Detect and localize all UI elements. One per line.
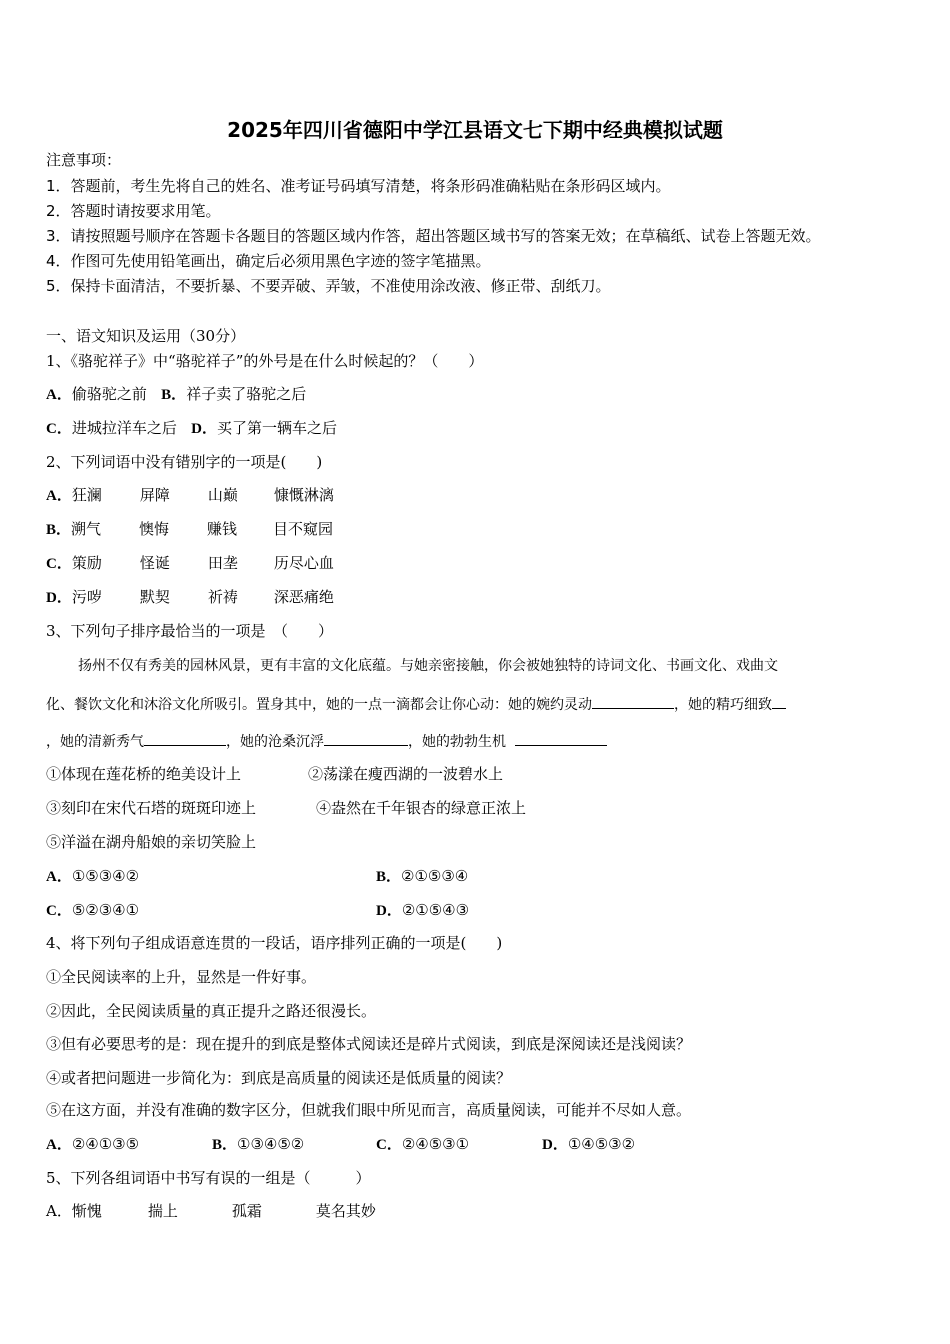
- notice-item: 5．保持卡面清洁，不要折暴、不要弄破、弄皱，不准使用涂改液、修正带、刮纸刀。: [46, 277, 611, 295]
- question-4-options-row: [46, 1134, 635, 1155]
- word: 历尽心血: [273, 554, 334, 572]
- option-b[interactable]: [212, 1134, 376, 1155]
- blank: [592, 694, 674, 709]
- word: 狂澜: [71, 486, 102, 504]
- sentence-row: [46, 798, 526, 818]
- option-d[interactable]: [46, 587, 334, 608]
- option-a[interactable]: 偷骆驼之前: [71, 385, 147, 403]
- word: 策励: [71, 554, 102, 572]
- sentence: ①全民阅读率的上升，显然是一件好事。: [46, 968, 317, 986]
- option-letter: B．: [161, 387, 187, 403]
- sentence: ①体现在莲花桥的绝美设计上: [46, 765, 242, 783]
- option-letter: D．: [46, 590, 72, 606]
- sentence: ③刻印在宋代石塔的斑斑印迹上: [46, 799, 257, 817]
- question-1-stem: 1、《骆驼祥子》中“骆驼祥子”的外号是在什么时候起的？（ ）: [46, 352, 484, 370]
- option-letter: A．: [46, 387, 72, 403]
- option-b[interactable]: [376, 866, 468, 887]
- option-text: ⑤②③④①: [71, 901, 140, 919]
- option-c[interactable]: [46, 553, 334, 574]
- question-1-options-row: [46, 384, 306, 405]
- option-a[interactable]: [46, 485, 334, 506]
- word: 莫名其妙: [315, 1202, 376, 1220]
- word: 溯气: [71, 520, 102, 538]
- option-letter: A．: [46, 869, 72, 885]
- sentence: ③但有必要思考的是：现在提升的到底是整体式阅读还是碎片式阅读，到底是深阅读还是浅阅读？: [46, 1035, 692, 1053]
- notice-heading: 注意事项：: [46, 151, 122, 169]
- question-2-stem: 2、下列词语中没有错别字的一项是( ): [46, 453, 323, 471]
- word: 污哕: [71, 588, 102, 606]
- sentence: ⑤洋溢在湖舟船娘的亲切笑脸上: [46, 833, 257, 851]
- word: 赚钱: [207, 520, 238, 538]
- passage-text: ，她的勃勃生机: [408, 734, 506, 750]
- option-text: ②④①③⑤: [71, 1135, 140, 1153]
- word: 目不窥园: [273, 520, 334, 538]
- word: 怪诞: [139, 554, 170, 572]
- option-text: ①⑤③④②: [71, 867, 140, 885]
- sentence: ⑤在这方面，并没有准确的数字区分，但就我们眼中所见而言，高质量阅读，可能并不尽如人意。: [46, 1101, 692, 1119]
- option-letter: D．: [542, 1137, 568, 1153]
- option-d[interactable]: [542, 1134, 635, 1155]
- passage-line: 扬州不仅有秀美的园林风景，更有丰富的文化底蕴。与她亲密接触，你会被她独特的诗词文化、书画文化、戏曲文: [78, 658, 778, 674]
- question-3-stem: 3、下列句子排序最恰当的一项是 （ ）: [46, 622, 334, 640]
- option-text: ②①⑤③④: [401, 867, 469, 885]
- option-letter: D．: [191, 421, 218, 437]
- notice-item: 1．答题前，考生先将自己的姓名、准考证号码填写清楚，将条形码准确粘贴在条形码区域内。: [46, 177, 671, 195]
- option-b[interactable]: [46, 519, 333, 540]
- option-d[interactable]: [376, 900, 469, 921]
- option-a[interactable]: [46, 1134, 212, 1155]
- word: 祈祷: [207, 588, 238, 606]
- sentence: ②荡漾在瘦西湖的一波碧水上: [308, 765, 504, 783]
- word: 屏障: [139, 486, 170, 504]
- word: 山巅: [207, 486, 238, 504]
- option-c[interactable]: 进城拉洋车之后: [71, 419, 177, 437]
- word: 懊悔: [139, 520, 170, 538]
- page-title: 2025年四川省德阳中学江县语文七下期中经典模拟试题: [227, 118, 723, 142]
- option-text: ①③④⑤②: [237, 1135, 305, 1153]
- option-b[interactable]: 祥子卖了骆驼之后: [186, 385, 307, 403]
- passage-line: [46, 694, 786, 715]
- option-text: ②①⑤④③: [401, 901, 470, 919]
- sentence: ④盎然在千年银杏的绿意正浓上: [316, 799, 527, 817]
- sentence: ④或者把问题进一步简化为：到底是高质量的阅读还是低质量的阅读？: [46, 1069, 512, 1087]
- option-letter: B．: [212, 1137, 238, 1153]
- passage-text: ，她的沧桑沉浮: [226, 734, 324, 750]
- passage-text: ，她的精巧细致: [674, 697, 772, 713]
- word: 默契: [139, 588, 170, 606]
- word: 田垄: [207, 554, 238, 572]
- option-c[interactable]: [376, 1134, 542, 1155]
- option-letter: C．: [46, 556, 72, 572]
- word: 慷慨淋漓: [273, 486, 334, 504]
- word: 孤霜: [231, 1202, 262, 1220]
- passage-text: ，她的清新秀气: [46, 734, 144, 750]
- option-letter: D．: [376, 903, 402, 919]
- option-text: ①④⑤③②: [567, 1135, 636, 1153]
- word: 惭愧: [71, 1202, 102, 1220]
- blank: [324, 731, 408, 746]
- blank: [144, 731, 226, 746]
- passage-line: [46, 731, 607, 752]
- option-a[interactable]: [46, 1201, 376, 1221]
- word: 深恶痛绝: [273, 588, 334, 606]
- word: 揣上: [147, 1202, 178, 1220]
- option-letter: A．: [46, 1202, 72, 1220]
- blank: [772, 694, 786, 709]
- question-5-stem: 5、下列各组词语中书写有误的一组是（ ）: [46, 1169, 371, 1187]
- notice-item: 2．答题时请按要求用笔。: [46, 202, 221, 220]
- sentence: ②因此，全民阅读质量的真正提升之路还很漫长。: [46, 1002, 377, 1020]
- option-d[interactable]: 买了第一辆车之后: [217, 419, 338, 437]
- option-text: ②④⑤③①: [401, 1135, 470, 1153]
- option-a[interactable]: [46, 866, 139, 887]
- option-letter: C．: [46, 421, 72, 437]
- option-letter: A．: [46, 488, 72, 504]
- option-letter: C．: [376, 1137, 402, 1153]
- notice-item: 3．请按照题号顺序在答题卡各题目的答题区域内作答，超出答题区域书写的答案无效；在草稿纸、试卷上答题无效。: [46, 227, 821, 245]
- notice-item: 4．作图可先使用铅笔画出，确定后必须用黑色字迹的签字笔描黑。: [46, 252, 491, 270]
- sentence-row: [46, 764, 503, 784]
- question-4-stem: 4、将下列句子组成语意连贯的一段话，语序排列正确的一项是( ): [46, 934, 503, 952]
- option-letter: B．: [46, 522, 72, 538]
- section-heading: 一、语文知识及运用（30分）: [46, 327, 246, 345]
- passage-text: 化、餐饮文化和沐浴文化所吸引。置身其中，她的一点一滴都会让你心动：她的婉约灵动: [46, 697, 592, 713]
- option-letter: A．: [46, 1137, 72, 1153]
- option-letter: B．: [376, 869, 402, 885]
- question-1-options-row: [46, 418, 337, 439]
- option-letter: C．: [46, 903, 72, 919]
- blank: [515, 731, 607, 746]
- option-c[interactable]: [46, 900, 139, 921]
